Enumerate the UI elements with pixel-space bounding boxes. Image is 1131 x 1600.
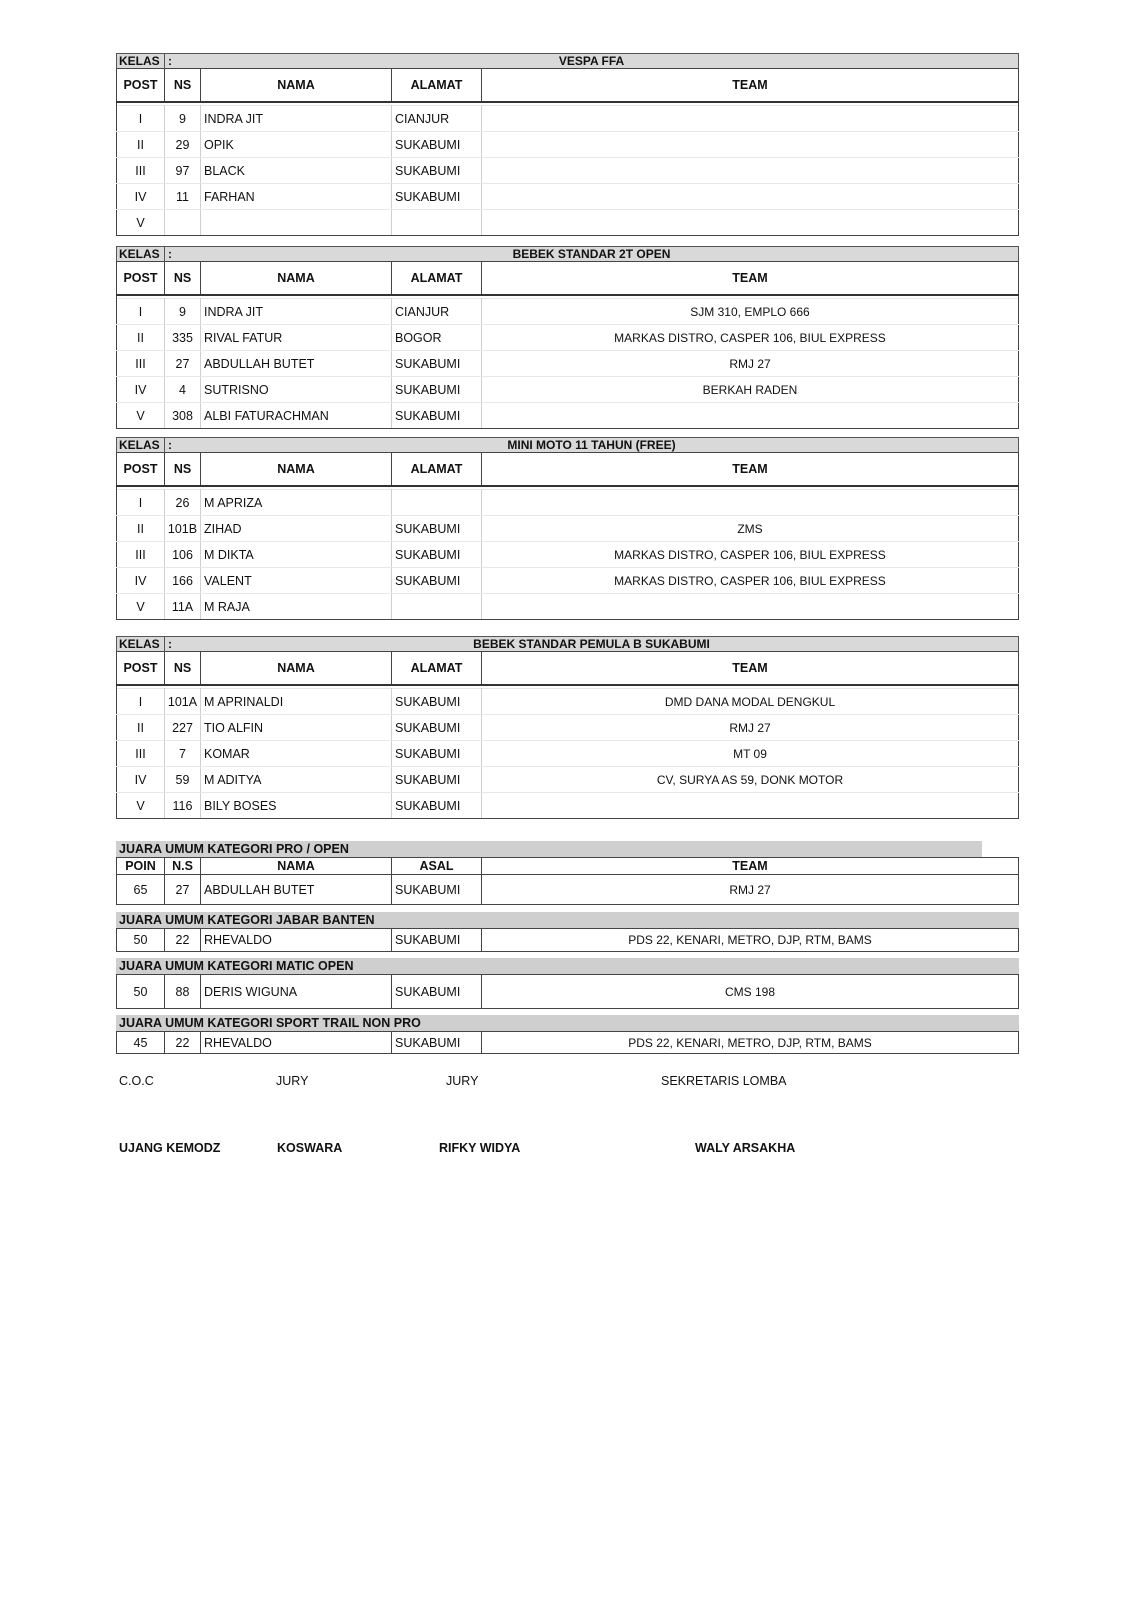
- class-table-bebek-standar-pemula-b: [116, 636, 1019, 819]
- juara-title: JUARA UMUM KATEGORI PRO / OPEN: [116, 841, 982, 857]
- cell-post: IV: [117, 377, 165, 403]
- cell-ns: 59: [165, 767, 201, 793]
- table-row: [117, 929, 1019, 952]
- header-alamat: ALAMAT: [392, 652, 482, 686]
- cell-team: RMJ 27: [482, 351, 1019, 377]
- cell-team: DMD DANA MODAL DENGKUL: [482, 689, 1019, 715]
- cell-poin: 45: [117, 1032, 165, 1054]
- header-team: TEAM: [482, 453, 1019, 487]
- cell-alamat: SUKABUMI: [392, 184, 482, 210]
- cell-post: V: [117, 210, 165, 236]
- juara-table: [116, 974, 1019, 1009]
- header-asal: ASAL: [392, 858, 482, 875]
- header-nama: NAMA: [201, 652, 392, 686]
- cell-nama: FARHAN: [201, 184, 392, 210]
- table-row: [117, 158, 1019, 184]
- table-row: [117, 490, 1019, 516]
- signature-name-sekretaris: WALY ARSAKHA: [695, 1141, 796, 1155]
- kelas-colon: :: [168, 54, 172, 68]
- cell-ns: 26: [165, 490, 201, 516]
- table-row: [117, 184, 1019, 210]
- juara-title: JUARA UMUM KATEGORI JABAR BANTEN: [116, 912, 1019, 928]
- cell-team: MT 09: [482, 741, 1019, 767]
- cell-alamat: SUKABUMI: [392, 689, 482, 715]
- cell-poin: 65: [117, 875, 165, 905]
- table-row: [117, 377, 1019, 403]
- table-row: [117, 689, 1019, 715]
- header-nama: NAMA: [201, 262, 392, 296]
- table-row: [117, 767, 1019, 793]
- cell-ns: [165, 210, 201, 236]
- table-row: [117, 403, 1019, 429]
- header-ns: NS: [165, 652, 201, 686]
- class-table-mini-moto: [116, 437, 1019, 620]
- cell-team: [482, 490, 1019, 516]
- cell-nama: ZIHAD: [201, 516, 392, 542]
- cell-ns: 9: [165, 106, 201, 132]
- cell-ns: 4: [165, 377, 201, 403]
- class-table-bebek-standar-2t-open: [116, 246, 1019, 429]
- cell-ns: 88: [165, 975, 201, 1009]
- cell-post: II: [117, 516, 165, 542]
- cell-ns: 106: [165, 542, 201, 568]
- header-nama: NAMA: [201, 858, 392, 875]
- cell-nama: M ADITYA: [201, 767, 392, 793]
- cell-team: [482, 184, 1019, 210]
- cell-team: MARKAS DISTRO, CASPER 106, BIUL EXPRESS: [482, 568, 1019, 594]
- cell-post: IV: [117, 767, 165, 793]
- cell-post: III: [117, 741, 165, 767]
- cell-ns: 27: [165, 875, 201, 905]
- cell-alamat: [392, 210, 482, 236]
- header-nama: NAMA: [201, 453, 392, 487]
- table-row: [117, 594, 1019, 620]
- cell-nama: M APRINALDI: [201, 689, 392, 715]
- header-ns: NS: [165, 453, 201, 487]
- cell-nama: RHEVALDO: [201, 929, 392, 952]
- class-title: MINI MOTO 11 TAHUN (FREE): [507, 438, 676, 452]
- juara-table: [116, 1031, 1019, 1054]
- cell-alamat: SUKABUMI: [392, 158, 482, 184]
- kelas-label: KELAS: [117, 637, 165, 652]
- cell-alamat: SUKABUMI: [392, 715, 482, 741]
- cell-team: [482, 594, 1019, 620]
- header-ns: NS: [165, 262, 201, 296]
- class-table-vespa-ffa: [116, 53, 1019, 236]
- juara-section-jabar-banten: [116, 912, 1019, 952]
- cell-alamat: SUKABUMI: [392, 403, 482, 429]
- table-row: [117, 106, 1019, 132]
- header-nama: NAMA: [201, 69, 392, 103]
- cell-nama: M APRIZA: [201, 490, 392, 516]
- table-row: [117, 875, 1019, 905]
- table-row: [117, 568, 1019, 594]
- cell-nama: SUTRISNO: [201, 377, 392, 403]
- cell-team: [482, 158, 1019, 184]
- kelas-colon: :: [168, 247, 172, 261]
- kelas-label: KELAS: [117, 438, 165, 453]
- header-row: [117, 858, 1019, 875]
- cell-post: II: [117, 132, 165, 158]
- table-row: [117, 715, 1019, 741]
- cell-post: IV: [117, 568, 165, 594]
- cell-nama: ABDULLAH BUTET: [201, 351, 392, 377]
- cell-nama: RIVAL FATUR: [201, 325, 392, 351]
- juara-section-pro-open: [116, 841, 1019, 905]
- cell-team: CMS 198: [482, 975, 1019, 1009]
- cell-poin: 50: [117, 975, 165, 1009]
- kelas-colon: :: [168, 438, 172, 452]
- cell-alamat: SUKABUMI: [392, 351, 482, 377]
- table-row: [117, 210, 1019, 236]
- header-post: POST: [117, 453, 165, 487]
- juara-title: JUARA UMUM KATEGORI SPORT TRAIL NON PRO: [116, 1015, 1019, 1031]
- cell-ns: 116: [165, 793, 201, 819]
- header-post: POST: [117, 69, 165, 103]
- cell-nama: VALENT: [201, 568, 392, 594]
- results-table: [116, 651, 1019, 819]
- cell-team: [482, 132, 1019, 158]
- header-alamat: ALAMAT: [392, 453, 482, 487]
- cell-asal: SUKABUMI: [392, 1032, 482, 1054]
- cell-alamat: SUKABUMI: [392, 741, 482, 767]
- cell-nama: INDRA JIT: [201, 299, 392, 325]
- table-row: [117, 325, 1019, 351]
- cell-post: I: [117, 106, 165, 132]
- cell-nama: INDRA JIT: [201, 106, 392, 132]
- cell-ns: 29: [165, 132, 201, 158]
- signature-role-jury-2: JURY: [446, 1074, 479, 1088]
- cell-nama: OPIK: [201, 132, 392, 158]
- cell-post: V: [117, 793, 165, 819]
- cell-ns: 101A: [165, 689, 201, 715]
- cell-alamat: SUKABUMI: [392, 793, 482, 819]
- cell-nama: M DIKTA: [201, 542, 392, 568]
- cell-team: MARKAS DISTRO, CASPER 106, BIUL EXPRESS: [482, 325, 1019, 351]
- cell-team: RMJ 27: [482, 715, 1019, 741]
- cell-post: II: [117, 715, 165, 741]
- cell-ns: 101B: [165, 516, 201, 542]
- header-row: [117, 453, 1019, 487]
- juara-section-sport-trail: [116, 1015, 1019, 1054]
- table-row: [117, 516, 1019, 542]
- cell-ns: 9: [165, 299, 201, 325]
- signature-role-sekretaris: SEKRETARIS LOMBA: [661, 1074, 787, 1088]
- kelas-bar: [116, 636, 1019, 651]
- cell-poin: 50: [117, 929, 165, 952]
- cell-post: V: [117, 594, 165, 620]
- table-row: [117, 793, 1019, 819]
- cell-team: RMJ 27: [482, 875, 1019, 905]
- cell-post: I: [117, 689, 165, 715]
- cell-team: BERKAH RADEN: [482, 377, 1019, 403]
- cell-post: V: [117, 403, 165, 429]
- table-row: [117, 1032, 1019, 1054]
- header-ns: N.S: [165, 858, 201, 875]
- kelas-label: KELAS: [117, 54, 165, 69]
- cell-team: [482, 793, 1019, 819]
- cell-post: III: [117, 351, 165, 377]
- cell-post: III: [117, 542, 165, 568]
- cell-post: II: [117, 325, 165, 351]
- cell-team: [482, 403, 1019, 429]
- signature-name-jury-2: RIFKY WIDYA: [439, 1141, 521, 1155]
- header-ns: NS: [165, 69, 201, 103]
- results-table: [116, 452, 1019, 620]
- cell-ns: 7: [165, 741, 201, 767]
- cell-ns: 308: [165, 403, 201, 429]
- signature-name-coc: UJANG KEMODZ: [119, 1141, 221, 1155]
- class-title: BEBEK STANDAR 2T OPEN: [512, 247, 671, 261]
- cell-ns: 335: [165, 325, 201, 351]
- cell-alamat: BOGOR: [392, 325, 482, 351]
- juara-section-matic-open: [116, 958, 1019, 1009]
- cell-team: CV, SURYA AS 59, DONK MOTOR: [482, 767, 1019, 793]
- header-row: [117, 262, 1019, 296]
- cell-team: SJM 310, EMPLO 666: [482, 299, 1019, 325]
- cell-post: IV: [117, 184, 165, 210]
- cell-post: I: [117, 490, 165, 516]
- cell-ns: 27: [165, 351, 201, 377]
- cell-nama: RHEVALDO: [201, 1032, 392, 1054]
- cell-nama: [201, 210, 392, 236]
- results-table: [116, 261, 1019, 429]
- cell-alamat: SUKABUMI: [392, 568, 482, 594]
- cell-alamat: [392, 594, 482, 620]
- table-row: [117, 132, 1019, 158]
- cell-alamat: SUKABUMI: [392, 542, 482, 568]
- cell-ns: 22: [165, 1032, 201, 1054]
- cell-ns: 11: [165, 184, 201, 210]
- cell-alamat: SUKABUMI: [392, 516, 482, 542]
- header-team: TEAM: [482, 69, 1019, 103]
- header-post: POST: [117, 652, 165, 686]
- header-team: TEAM: [482, 262, 1019, 296]
- kelas-colon: :: [168, 637, 172, 651]
- cell-nama: TIO ALFIN: [201, 715, 392, 741]
- cell-team: ZMS: [482, 516, 1019, 542]
- cell-alamat: CIANJUR: [392, 299, 482, 325]
- cell-team: MARKAS DISTRO, CASPER 106, BIUL EXPRESS: [482, 542, 1019, 568]
- table-row: [117, 741, 1019, 767]
- cell-team: [482, 106, 1019, 132]
- cell-post: I: [117, 299, 165, 325]
- juara-table: [116, 928, 1019, 952]
- cell-nama: KOMAR: [201, 741, 392, 767]
- kelas-bar: [116, 53, 1019, 68]
- juara-table: [116, 857, 1019, 905]
- cell-alamat: SUKABUMI: [392, 132, 482, 158]
- cell-alamat: SUKABUMI: [392, 377, 482, 403]
- signature-name-jury-1: KOSWARA: [277, 1141, 343, 1155]
- cell-nama: ALBI FATURACHMAN: [201, 403, 392, 429]
- cell-nama: ABDULLAH BUTET: [201, 875, 392, 905]
- cell-nama: BILY BOSES: [201, 793, 392, 819]
- cell-ns: 11A: [165, 594, 201, 620]
- cell-alamat: [392, 490, 482, 516]
- kelas-bar: [116, 437, 1019, 452]
- header-poin: POIN: [117, 858, 165, 875]
- results-table: [116, 68, 1019, 236]
- header-team: TEAM: [482, 858, 1019, 875]
- cell-team: PDS 22, KENARI, METRO, DJP, RTM, BAMS: [482, 1032, 1019, 1054]
- kelas-bar: [116, 246, 1019, 261]
- cell-ns: 97: [165, 158, 201, 184]
- header-post: POST: [117, 262, 165, 296]
- cell-nama: BLACK: [201, 158, 392, 184]
- table-row: [117, 351, 1019, 377]
- cell-ns: 22: [165, 929, 201, 952]
- header-row: [117, 652, 1019, 686]
- signature-role-jury-1: JURY: [276, 1074, 309, 1088]
- table-row: [117, 299, 1019, 325]
- kelas-label: KELAS: [117, 247, 165, 262]
- signature-role-coc: C.O.C: [119, 1074, 154, 1088]
- cell-asal: SUKABUMI: [392, 929, 482, 952]
- cell-nama: M RAJA: [201, 594, 392, 620]
- cell-post: III: [117, 158, 165, 184]
- class-title: BEBEK STANDAR PEMULA B SUKABUMI: [473, 637, 710, 651]
- header-team: TEAM: [482, 652, 1019, 686]
- cell-ns: 166: [165, 568, 201, 594]
- table-row: [117, 975, 1019, 1009]
- juara-title: JUARA UMUM KATEGORI MATIC OPEN: [116, 958, 1019, 974]
- cell-team: PDS 22, KENARI, METRO, DJP, RTM, BAMS: [482, 929, 1019, 952]
- cell-alamat: SUKABUMI: [392, 767, 482, 793]
- header-alamat: ALAMAT: [392, 262, 482, 296]
- cell-asal: SUKABUMI: [392, 875, 482, 905]
- cell-team: [482, 210, 1019, 236]
- header-alamat: ALAMAT: [392, 69, 482, 103]
- class-title: VESPA FFA: [558, 54, 625, 68]
- header-row: [117, 69, 1019, 103]
- table-row: [117, 542, 1019, 568]
- cell-ns: 227: [165, 715, 201, 741]
- cell-nama: DERIS WIGUNA: [201, 975, 392, 1009]
- cell-alamat: CIANJUR: [392, 106, 482, 132]
- cell-asal: SUKABUMI: [392, 975, 482, 1009]
